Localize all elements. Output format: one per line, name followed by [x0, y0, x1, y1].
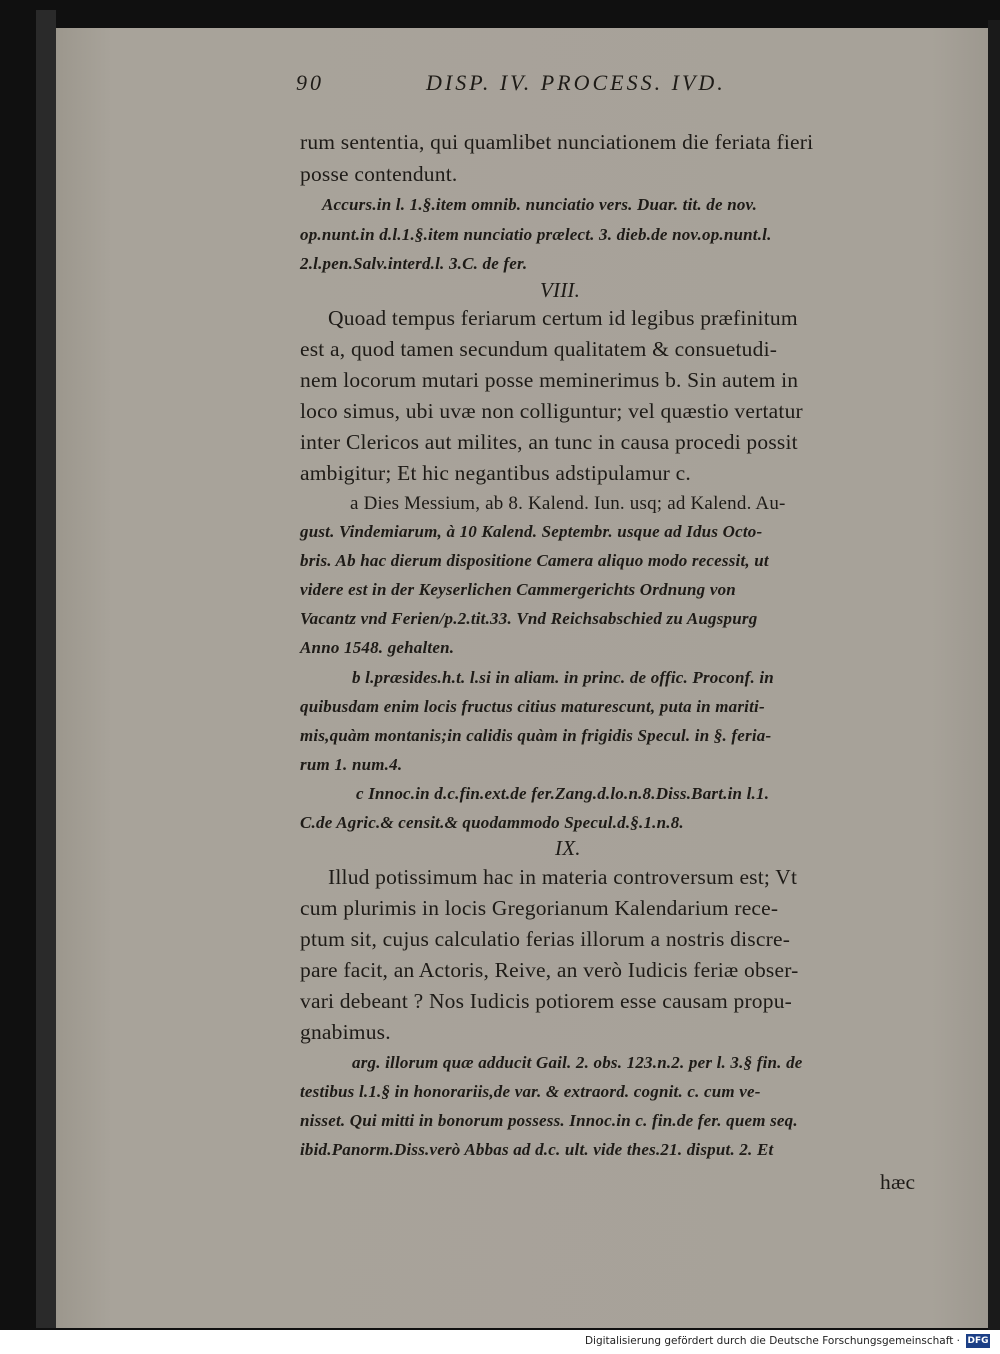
- footnote-line: b l.præsides.h.t. l.si in aliam. in princ. de offic. Proconf. in: [352, 668, 774, 687]
- footer-bar: [0, 1330, 1000, 1354]
- citation-line: nisset. Qui mitti in bonorum possess. Innoc.in c. fin.de fer. quem seq.: [300, 1111, 798, 1130]
- text-line: Quoad tempus feriarum certum id legibus præfinitum: [328, 306, 798, 330]
- text-line: est a, quod tamen secundum qualitatem & consuetudi-: [300, 337, 778, 361]
- footnote-line: gust. Vindemiarum, à 10 Kalend. Septembr. usque ad Idus Octo-: [300, 522, 763, 541]
- text-line: pare facit, an Actoris, Reive, an verò Iudicis feriæ obser-: [300, 958, 799, 982]
- text-line: ambigitur; Et hic negantibus adstipulamur c.: [300, 461, 691, 485]
- page-number: 90: [296, 70, 324, 95]
- running-title: DISP. IV. PROCESS. IVD.: [426, 70, 726, 95]
- page-text: [240, 70, 940, 1194]
- footnote-line: bris. Ab hac dierum dispositione Camera aliquo modo recessit, ut: [300, 551, 769, 570]
- citation-line: ibid.Panorm.Diss.verò Abbas ad d.c. ult. vide thes.21. disput. 2. Et: [300, 1140, 774, 1159]
- section-heading: IX.: [555, 836, 581, 860]
- footnote-line: videre est in der Keyserlichen Cammergerichts Ordnung von: [300, 580, 736, 599]
- citation-line: arg. illorum quæ adducit Gail. 2. obs. 123.n.2. per l. 3.§ fin. de: [352, 1053, 803, 1072]
- text-line: vari debeant ? Nos Iudicis potiorem esse causam propu-: [300, 989, 793, 1013]
- citation-line: Accurs.in l. 1.§.item omnib. nunciatio vers. Duar. tit. de nov.: [322, 195, 758, 214]
- dfg-logo: DFG: [967, 1336, 989, 1346]
- page-right-edge: [988, 20, 1000, 1330]
- footnote-line: a Dies Messium, ab 8. Kalend. Iun. usq; ad Kalend. Au-: [350, 493, 786, 514]
- catchword: hæc: [880, 1170, 916, 1194]
- text-line: loco simus, ubi uvæ non colliguntur; vel quæstio vertatur: [300, 399, 803, 423]
- footnote-line: Vacantz vnd Ferien/p.2.tit.33. Vnd Reichsabschied zu Augspurg: [300, 609, 758, 628]
- footnote-line: rum 1. num.4.: [300, 755, 403, 774]
- text-line: rum sententia, qui quamlibet nunciationem die feriata fieri: [300, 130, 814, 154]
- running-header: [240, 70, 940, 104]
- citation-line: 2.l.pen.Salv.interd.l. 3.C. de fer.: [300, 254, 528, 273]
- footnote-line: Anno 1548. gehalten.: [300, 638, 455, 657]
- text-line: inter Clericos aut milites, an tunc in causa procedi possit: [300, 430, 798, 454]
- text-line: posse contendunt.: [300, 162, 458, 186]
- text-line: gnabimus.: [300, 1020, 391, 1044]
- book-spine-edge: [36, 10, 56, 1328]
- text-line: ptum sit, cujus calculatio ferias illorum a nostris discre-: [300, 927, 791, 951]
- citation-line: op.nunt.in d.l.1.§.item nunciatio prælect. 3. dieb.de nov.op.nunt.l.: [300, 225, 772, 244]
- footnote-line: c Innoc.in d.c.fin.ext.de fer.Zang.d.lo.n.8.Diss.Bart.in l.1.: [356, 784, 770, 803]
- footnote-line: C.de Agric.& censit.& quodammodo Specul.d.§.1.n.8.: [300, 813, 684, 832]
- section-heading: VIII.: [540, 278, 581, 302]
- text-line: cum plurimis in locis Gregorianum Kalendarium rece-: [300, 896, 779, 920]
- citation-line: testibus l.1.§ in honorariis,de var. & extraord. cognit. c. cum ve-: [300, 1082, 761, 1101]
- funding-credit: Digitalisierung gefördert durch die Deutsche Forschungsgemeinschaft ·: [584, 1335, 960, 1347]
- footnote-line: quibusdam enim locis fructus citius maturescunt, puta in mariti-: [300, 697, 765, 716]
- text-line: nem locorum mutari posse meminerimus b. Sin autem in: [300, 368, 799, 392]
- text-line: Illud potissimum hac in materia controversum est; Vt: [328, 865, 798, 889]
- footnote-line: mis,quàm montanis;in calidis quàm in frigidis Specul. in §. feria-: [300, 726, 772, 745]
